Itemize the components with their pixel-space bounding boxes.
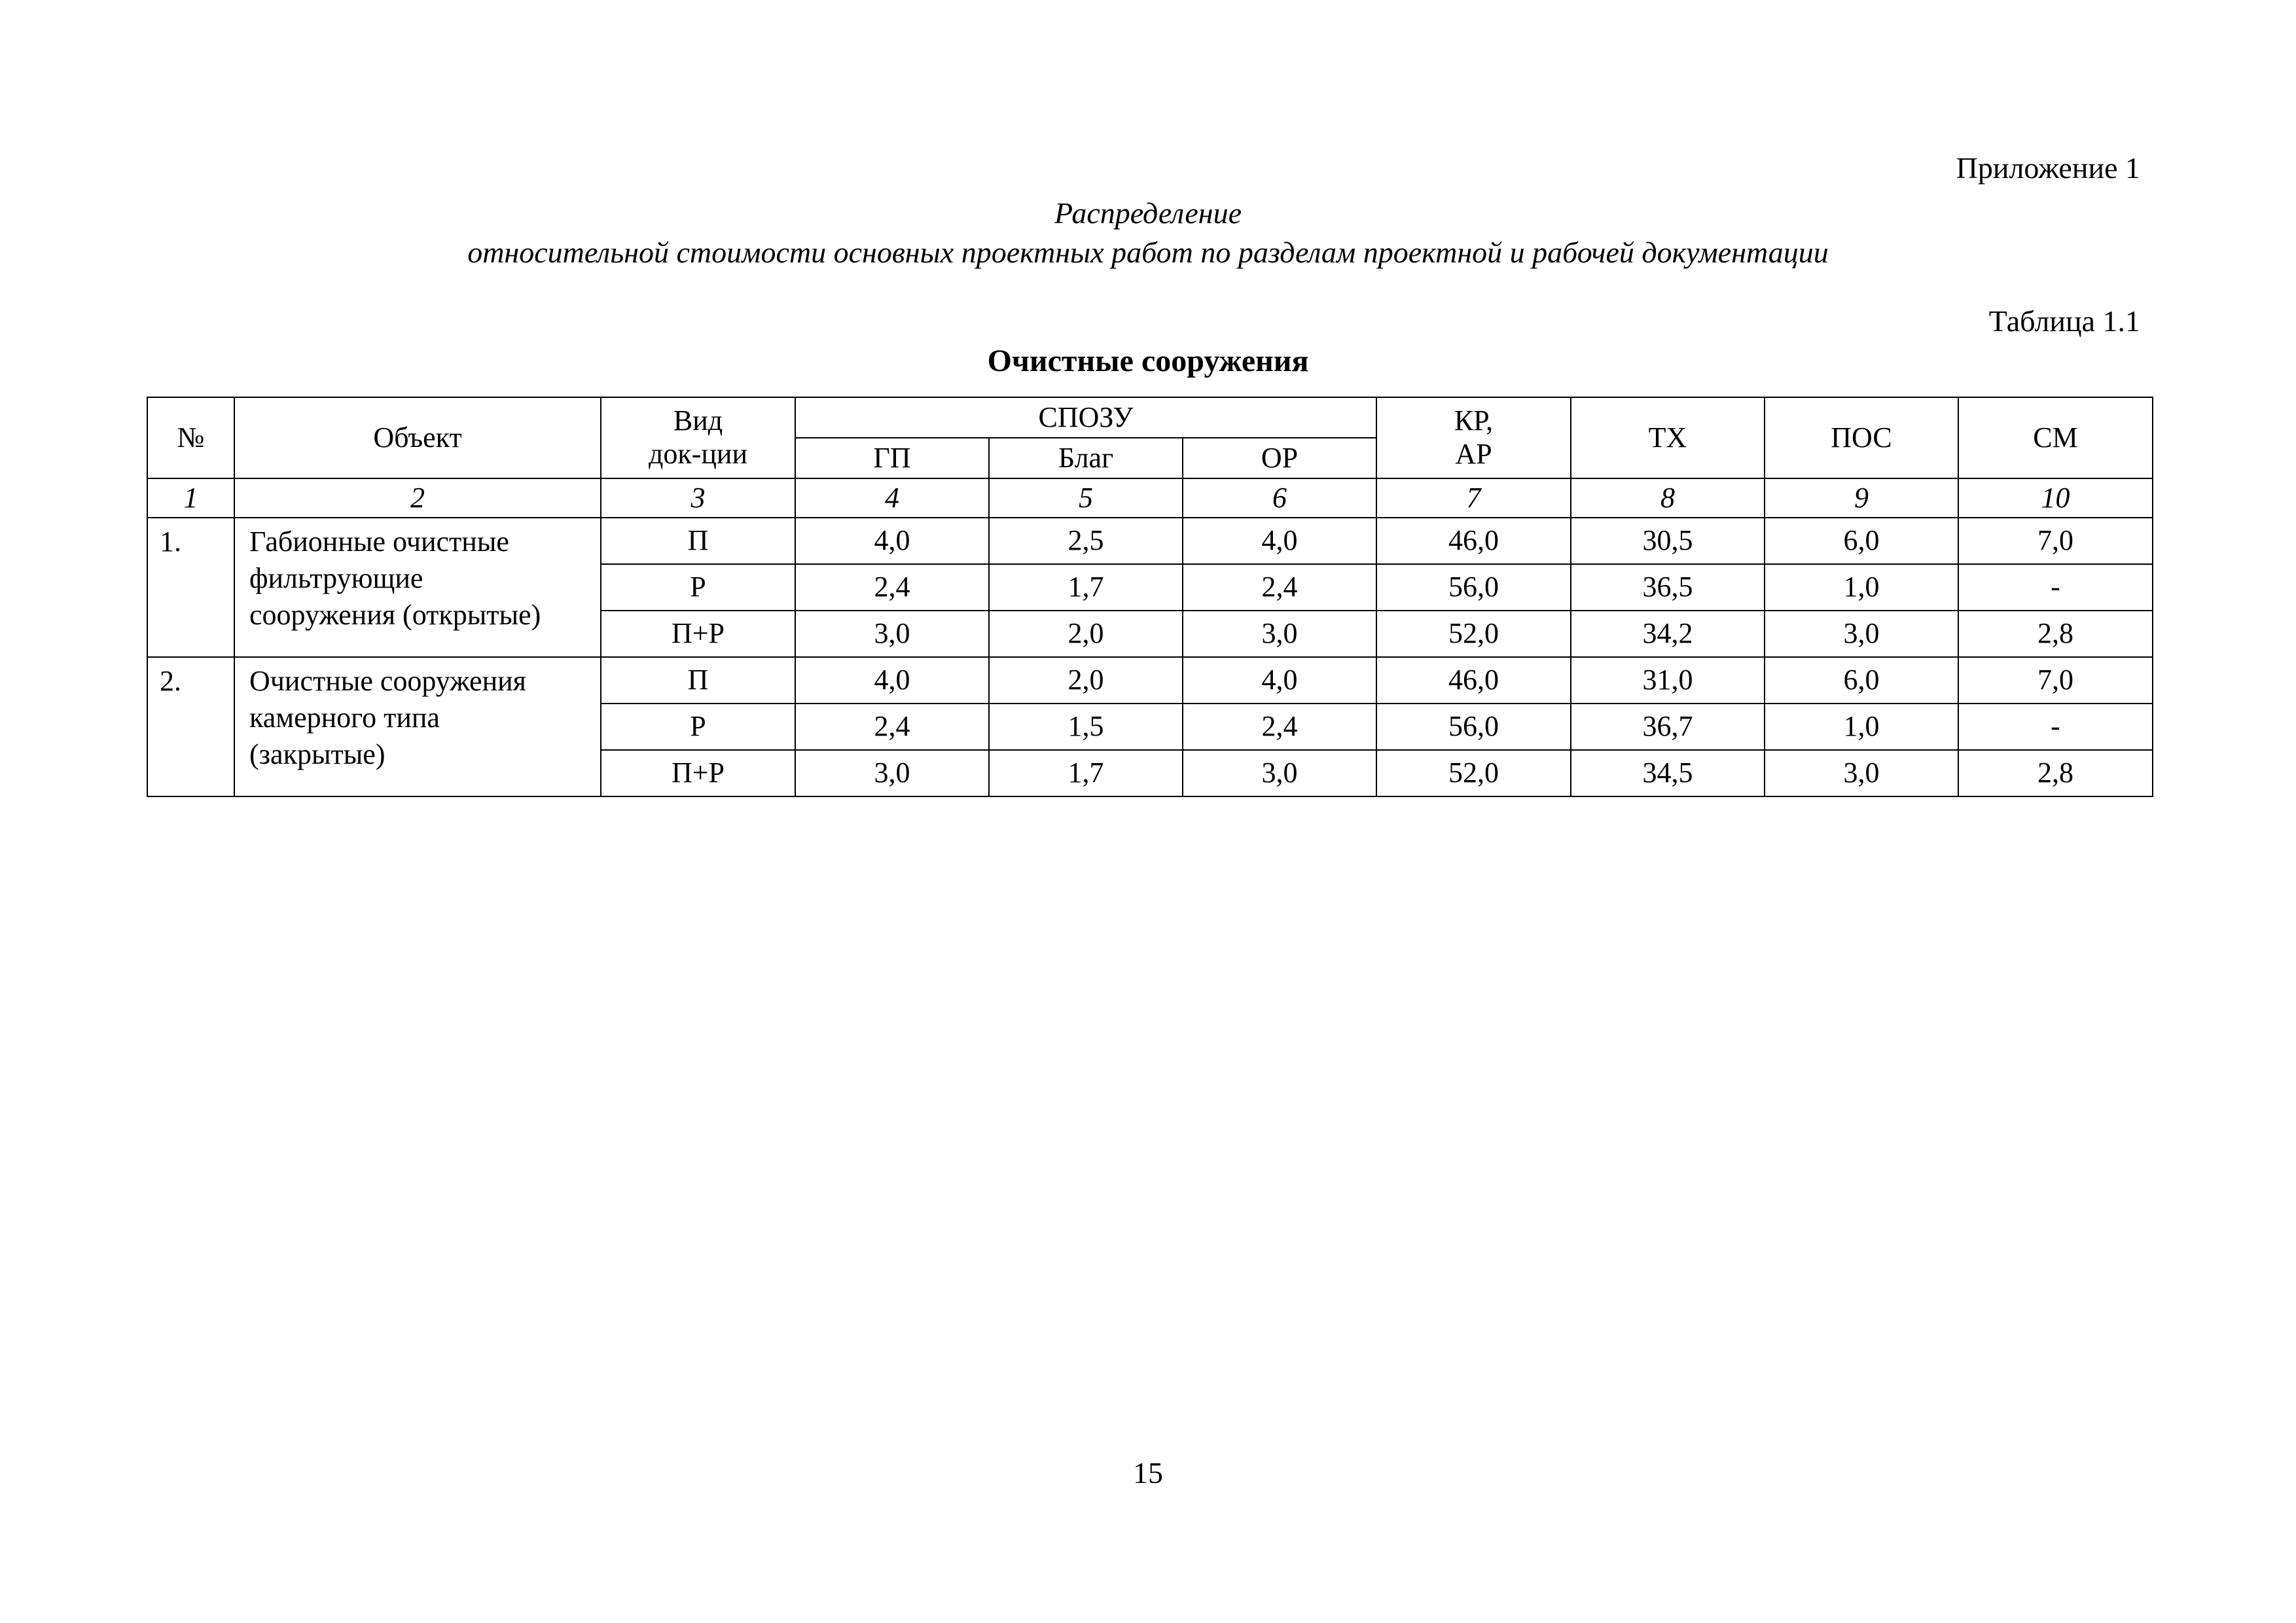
- column-number: 4: [795, 478, 989, 518]
- header-sm: СМ: [1958, 397, 2153, 478]
- header-kr-ar: [1376, 397, 1571, 478]
- header-gp: ГП: [795, 438, 989, 478]
- object-name-line: камерного типа: [249, 702, 440, 734]
- pos-cell: 3,0: [1765, 611, 1958, 657]
- document-title: [0, 194, 2296, 272]
- sm-cell: 7,0: [1958, 518, 2153, 564]
- kr-ar-cell: 56,0: [1376, 564, 1571, 611]
- header-or: ОР: [1183, 438, 1376, 478]
- pos-cell: 1,0: [1765, 704, 1958, 750]
- header-kr-ar-line-1: КР,: [1454, 404, 1494, 437]
- page-number: 15: [1133, 1456, 1163, 1489]
- kr-ar-cell: 56,0: [1376, 704, 1571, 750]
- header-blag: Благ: [989, 438, 1183, 478]
- tx-cell: 31,0: [1571, 657, 1765, 704]
- column-number: 9: [1765, 478, 1958, 518]
- or-cell: 2,4: [1183, 564, 1376, 611]
- kr-ar-cell: 46,0: [1376, 657, 1571, 704]
- gp-cell: 3,0: [795, 750, 989, 796]
- kr-ar-cell: 52,0: [1376, 750, 1571, 796]
- doc-type-cell: П+Р: [601, 750, 795, 796]
- gp-cell: 4,0: [795, 657, 989, 704]
- object-name: [234, 518, 601, 657]
- object-name-line: Габионные очистные: [249, 526, 509, 558]
- column-number: 8: [1571, 478, 1765, 518]
- tx-cell: 34,2: [1571, 611, 1765, 657]
- column-number: 1: [147, 478, 234, 518]
- kr-ar-cell: 46,0: [1376, 518, 1571, 564]
- blag-cell: 1,5: [989, 704, 1183, 750]
- table-title: Очистные сооружения: [987, 344, 1309, 378]
- or-cell: 2,4: [1183, 704, 1376, 750]
- object-number: 2.: [147, 657, 234, 796]
- object-name-line: сооружения (открытые): [249, 599, 541, 631]
- appendix-label: Приложение 1: [1956, 151, 2140, 185]
- header-pos: ПОС: [1765, 397, 1958, 478]
- object-name-line: (закрытые): [249, 738, 386, 770]
- doc-type-cell: П: [601, 518, 795, 564]
- object-number: 1.: [147, 518, 234, 657]
- tx-cell: 30,5: [1571, 518, 1765, 564]
- column-number: 10: [1958, 478, 2153, 518]
- doc-type-cell: П+Р: [601, 611, 795, 657]
- column-number: 3: [601, 478, 795, 518]
- cost-distribution-table: [147, 397, 2153, 797]
- gp-cell: 3,0: [795, 611, 989, 657]
- column-number: 6: [1183, 478, 1376, 518]
- or-cell: 3,0: [1183, 611, 1376, 657]
- gp-cell: 2,4: [795, 564, 989, 611]
- sm-cell: 2,8: [1958, 750, 2153, 796]
- column-numbers-row: [147, 478, 2153, 518]
- header-object: Объект: [234, 397, 601, 478]
- sm-cell: -: [1958, 704, 2153, 750]
- table-header-row-1: [147, 397, 2153, 438]
- header-doc-type-line-1: Вид: [673, 404, 723, 437]
- header-doc-type-line-2: док-ции: [648, 438, 748, 470]
- pos-cell: 3,0: [1765, 750, 1958, 796]
- sm-cell: 7,0: [1958, 657, 2153, 704]
- gp-cell: 4,0: [795, 518, 989, 564]
- tx-cell: 34,5: [1571, 750, 1765, 796]
- or-cell: 4,0: [1183, 657, 1376, 704]
- sm-cell: 2,8: [1958, 611, 2153, 657]
- gp-cell: 2,4: [795, 704, 989, 750]
- object-name-line: фильтрующие: [249, 562, 423, 594]
- header-no: №: [147, 397, 234, 478]
- table-row: [147, 657, 2153, 704]
- header-doc-type: [601, 397, 795, 478]
- object-name-line: Очистные сооружения: [249, 665, 526, 697]
- header-spozu: СПОЗУ: [795, 397, 1376, 438]
- or-cell: 4,0: [1183, 518, 1376, 564]
- sm-cell: -: [1958, 564, 2153, 611]
- doc-type-cell: Р: [601, 564, 795, 611]
- doc-type-cell: П: [601, 657, 795, 704]
- pos-cell: 1,0: [1765, 564, 1958, 611]
- kr-ar-cell: 52,0: [1376, 611, 1571, 657]
- header-tx: ТХ: [1571, 397, 1765, 478]
- column-number: 7: [1376, 478, 1571, 518]
- column-number: 5: [989, 478, 1183, 518]
- blag-cell: 2,0: [989, 611, 1183, 657]
- column-number: 2: [234, 478, 601, 518]
- or-cell: 3,0: [1183, 750, 1376, 796]
- blag-cell: 1,7: [989, 564, 1183, 611]
- object-name: [234, 657, 601, 796]
- blag-cell: 2,0: [989, 657, 1183, 704]
- table-number: Таблица 1.1: [1988, 304, 2140, 338]
- title-line-1: Распределение: [1054, 196, 1242, 230]
- blag-cell: 1,7: [989, 750, 1183, 796]
- table-row: [147, 518, 2153, 564]
- blag-cell: 2,5: [989, 518, 1183, 564]
- pos-cell: 6,0: [1765, 657, 1958, 704]
- tx-cell: 36,5: [1571, 564, 1765, 611]
- pos-cell: 6,0: [1765, 518, 1958, 564]
- title-line-2: относительной стоимости основных проектных работ по разделам проектной и рабочей документации: [467, 236, 1829, 269]
- doc-type-cell: Р: [601, 704, 795, 750]
- header-kr-ar-line-2: АР: [1455, 438, 1492, 470]
- tx-cell: 36,7: [1571, 704, 1765, 750]
